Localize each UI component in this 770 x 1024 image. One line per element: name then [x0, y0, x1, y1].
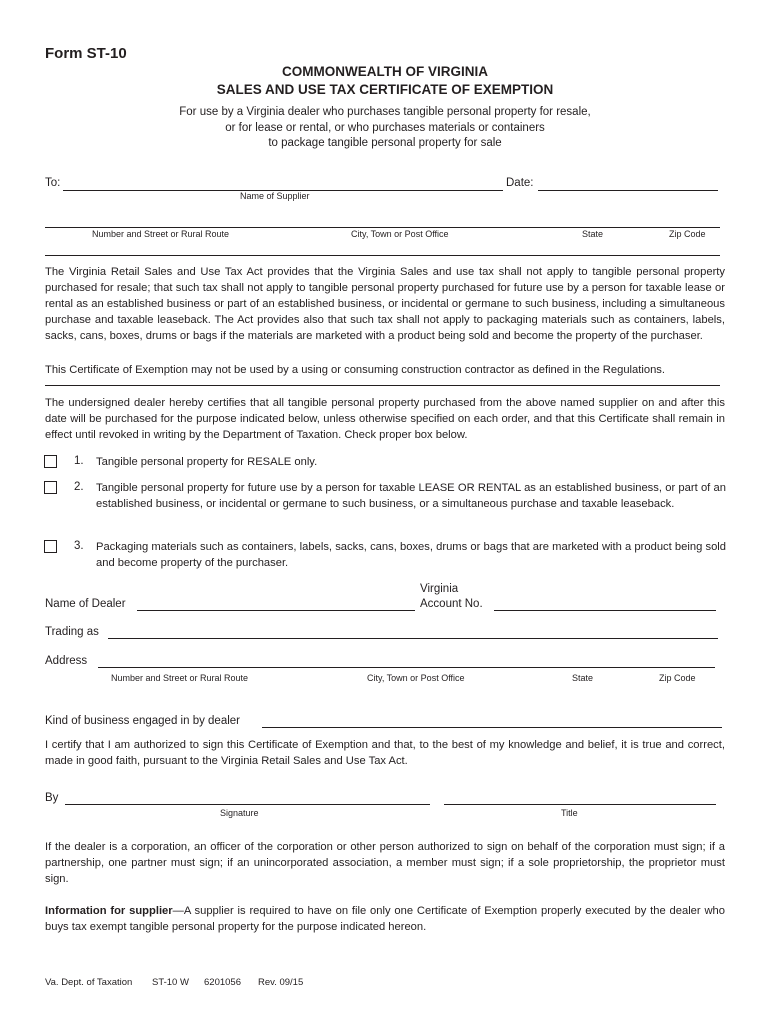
by-label: By [45, 792, 59, 804]
lease-rental-checkbox[interactable] [44, 481, 57, 494]
trading-as-field[interactable] [108, 638, 718, 639]
form-id: Form ST-10 [45, 45, 127, 62]
supplier-address-field[interactable] [45, 227, 720, 228]
supplier-info [45, 903, 725, 935]
divider [45, 255, 720, 256]
footer-revision: Rev. 09/15 [258, 977, 304, 988]
dealer-name-label: Name of Dealer [45, 598, 126, 610]
account-label-line-2: Account No. [420, 598, 483, 610]
date-field[interactable] [538, 190, 718, 191]
footer-form-code: ST-10 W [152, 977, 189, 988]
dealer-name-field[interactable] [137, 610, 415, 611]
dealer-address-field[interactable] [98, 667, 715, 668]
option-number: 3. [74, 540, 84, 552]
supplier-city-caption: City, Town or Post Office [351, 229, 449, 239]
address-label: Address [45, 655, 88, 667]
divider [45, 385, 720, 386]
certification-text: I certify that I am authorized to sign this Certificate of Exemption and that, to the best of my knowledge and belief, it is true and correct, made in good faith, pursuant to the Virginia Retail Sales and Use Tax Act. [45, 739, 725, 767]
option-lease-rental-text: Tangible personal property for future use by a person for taxable LEASE OR RENTAL as an established business, or part of an established business, or incidental or germane to such business, or a simultaneous purchase and taxable leaseback. [96, 482, 726, 510]
business-kind-label: Kind of business engaged in by dealer [45, 715, 241, 727]
supplier-state-caption: State [582, 229, 604, 239]
option-number: 1. [74, 455, 84, 467]
subtitle-line-1: For use by a Virginia dealer who purchases tangible personal property for resale, [179, 106, 591, 118]
dealer-city-caption: City, Town or Post Office [367, 673, 465, 683]
supplier-zip-caption: Zip Code [669, 229, 706, 239]
title-field[interactable] [444, 804, 716, 805]
supplier-name-caption: Name of Supplier [240, 191, 310, 201]
date-label: Date: [506, 177, 534, 189]
footer-department: Va. Dept. of Taxation [45, 977, 133, 988]
to-label: To: [45, 177, 61, 189]
dealer-street-caption: Number and Street or Rural Route [111, 673, 249, 683]
title-caption: Title [561, 808, 578, 818]
option-number: 2. [74, 481, 84, 493]
dealer-zip-caption: Zip Code [659, 673, 696, 683]
account-label-line-1: Virginia [420, 583, 459, 595]
option-resale-text: Tangible personal property for RESALE only. [96, 456, 318, 468]
title-line-2: SALES AND USE TAX CERTIFICATE OF EXEMPTION [216, 82, 554, 97]
title-line-1: COMMONWEALTH OF VIRGINIA [282, 64, 488, 79]
intro-paragraph: The Virginia Retail Sales and Use Tax Act provides that the Virginia Sales and use tax shall not apply to tangible personal property purchased for resale; that such tax shall not apply to tangible personal property purchased for future use by a person for taxable lease or rental as an established business or part of an established business, or incidental or germane to such business, including a simultaneous purchase and taxable leaseback. The Act provides also that such tax shall not apply to packaging materials such as containers, labels, sacks, cans, boxes, drums or bags if the materials are marketed with a product being sold and become the property of the purchaser. [45, 266, 725, 342]
resale-checkbox[interactable] [44, 455, 57, 468]
dealer-state-caption: State [572, 673, 594, 683]
packaging-checkbox[interactable] [44, 540, 57, 553]
supplier-info-text: —A supplier is required to have on file only one Certificate of Exemption properly executed by the dealer who buys tax exempt tangible personal property for the purpose indicated hereon. [45, 905, 725, 933]
trading-as-label: Trading as [45, 626, 99, 638]
option-packaging-text: Packaging materials such as containers, labels, sacks, cans, boxes, drums or bags that are marketed with a product being sold and become property of the purchaser. [96, 541, 726, 569]
certify-paragraph: The undersigned dealer hereby certifies that all tangible personal property purchased from the above named supplier on and after this date will be purchased for the purpose indicated below, unless otherwise specified on each order, and that this Certificate shall remain in effect until revoked in writing by the Department of Taxation. Check proper box below. [45, 397, 725, 441]
subtitle-line-3: to package tangible personal property for sale [268, 137, 502, 149]
supplier-street-caption: Number and Street or Rural Route [92, 229, 230, 239]
business-kind-field[interactable] [262, 727, 722, 728]
footer-doc-number: 6201056 [204, 977, 241, 988]
supplier-info-heading: Information for supplier [45, 905, 173, 917]
subtitle-line-2: or for lease or rental, or who purchases materials or containers [225, 122, 545, 134]
account-number-field[interactable] [494, 610, 716, 611]
contractor-note: This Certificate of Exemption may not be used by a using or consuming construction contractor as defined in the Regulations. [45, 364, 665, 376]
signer-note: If the dealer is a corporation, an officer of the corporation or other person authorized to sign on behalf of the corporation must sign; if a partnership, one partner must sign; if an unincorporated association, a member must sign; if a sole proprietorship, the proprietor must sign. [45, 841, 725, 885]
signature-field[interactable] [65, 804, 430, 805]
signature-caption: Signature [220, 808, 259, 818]
